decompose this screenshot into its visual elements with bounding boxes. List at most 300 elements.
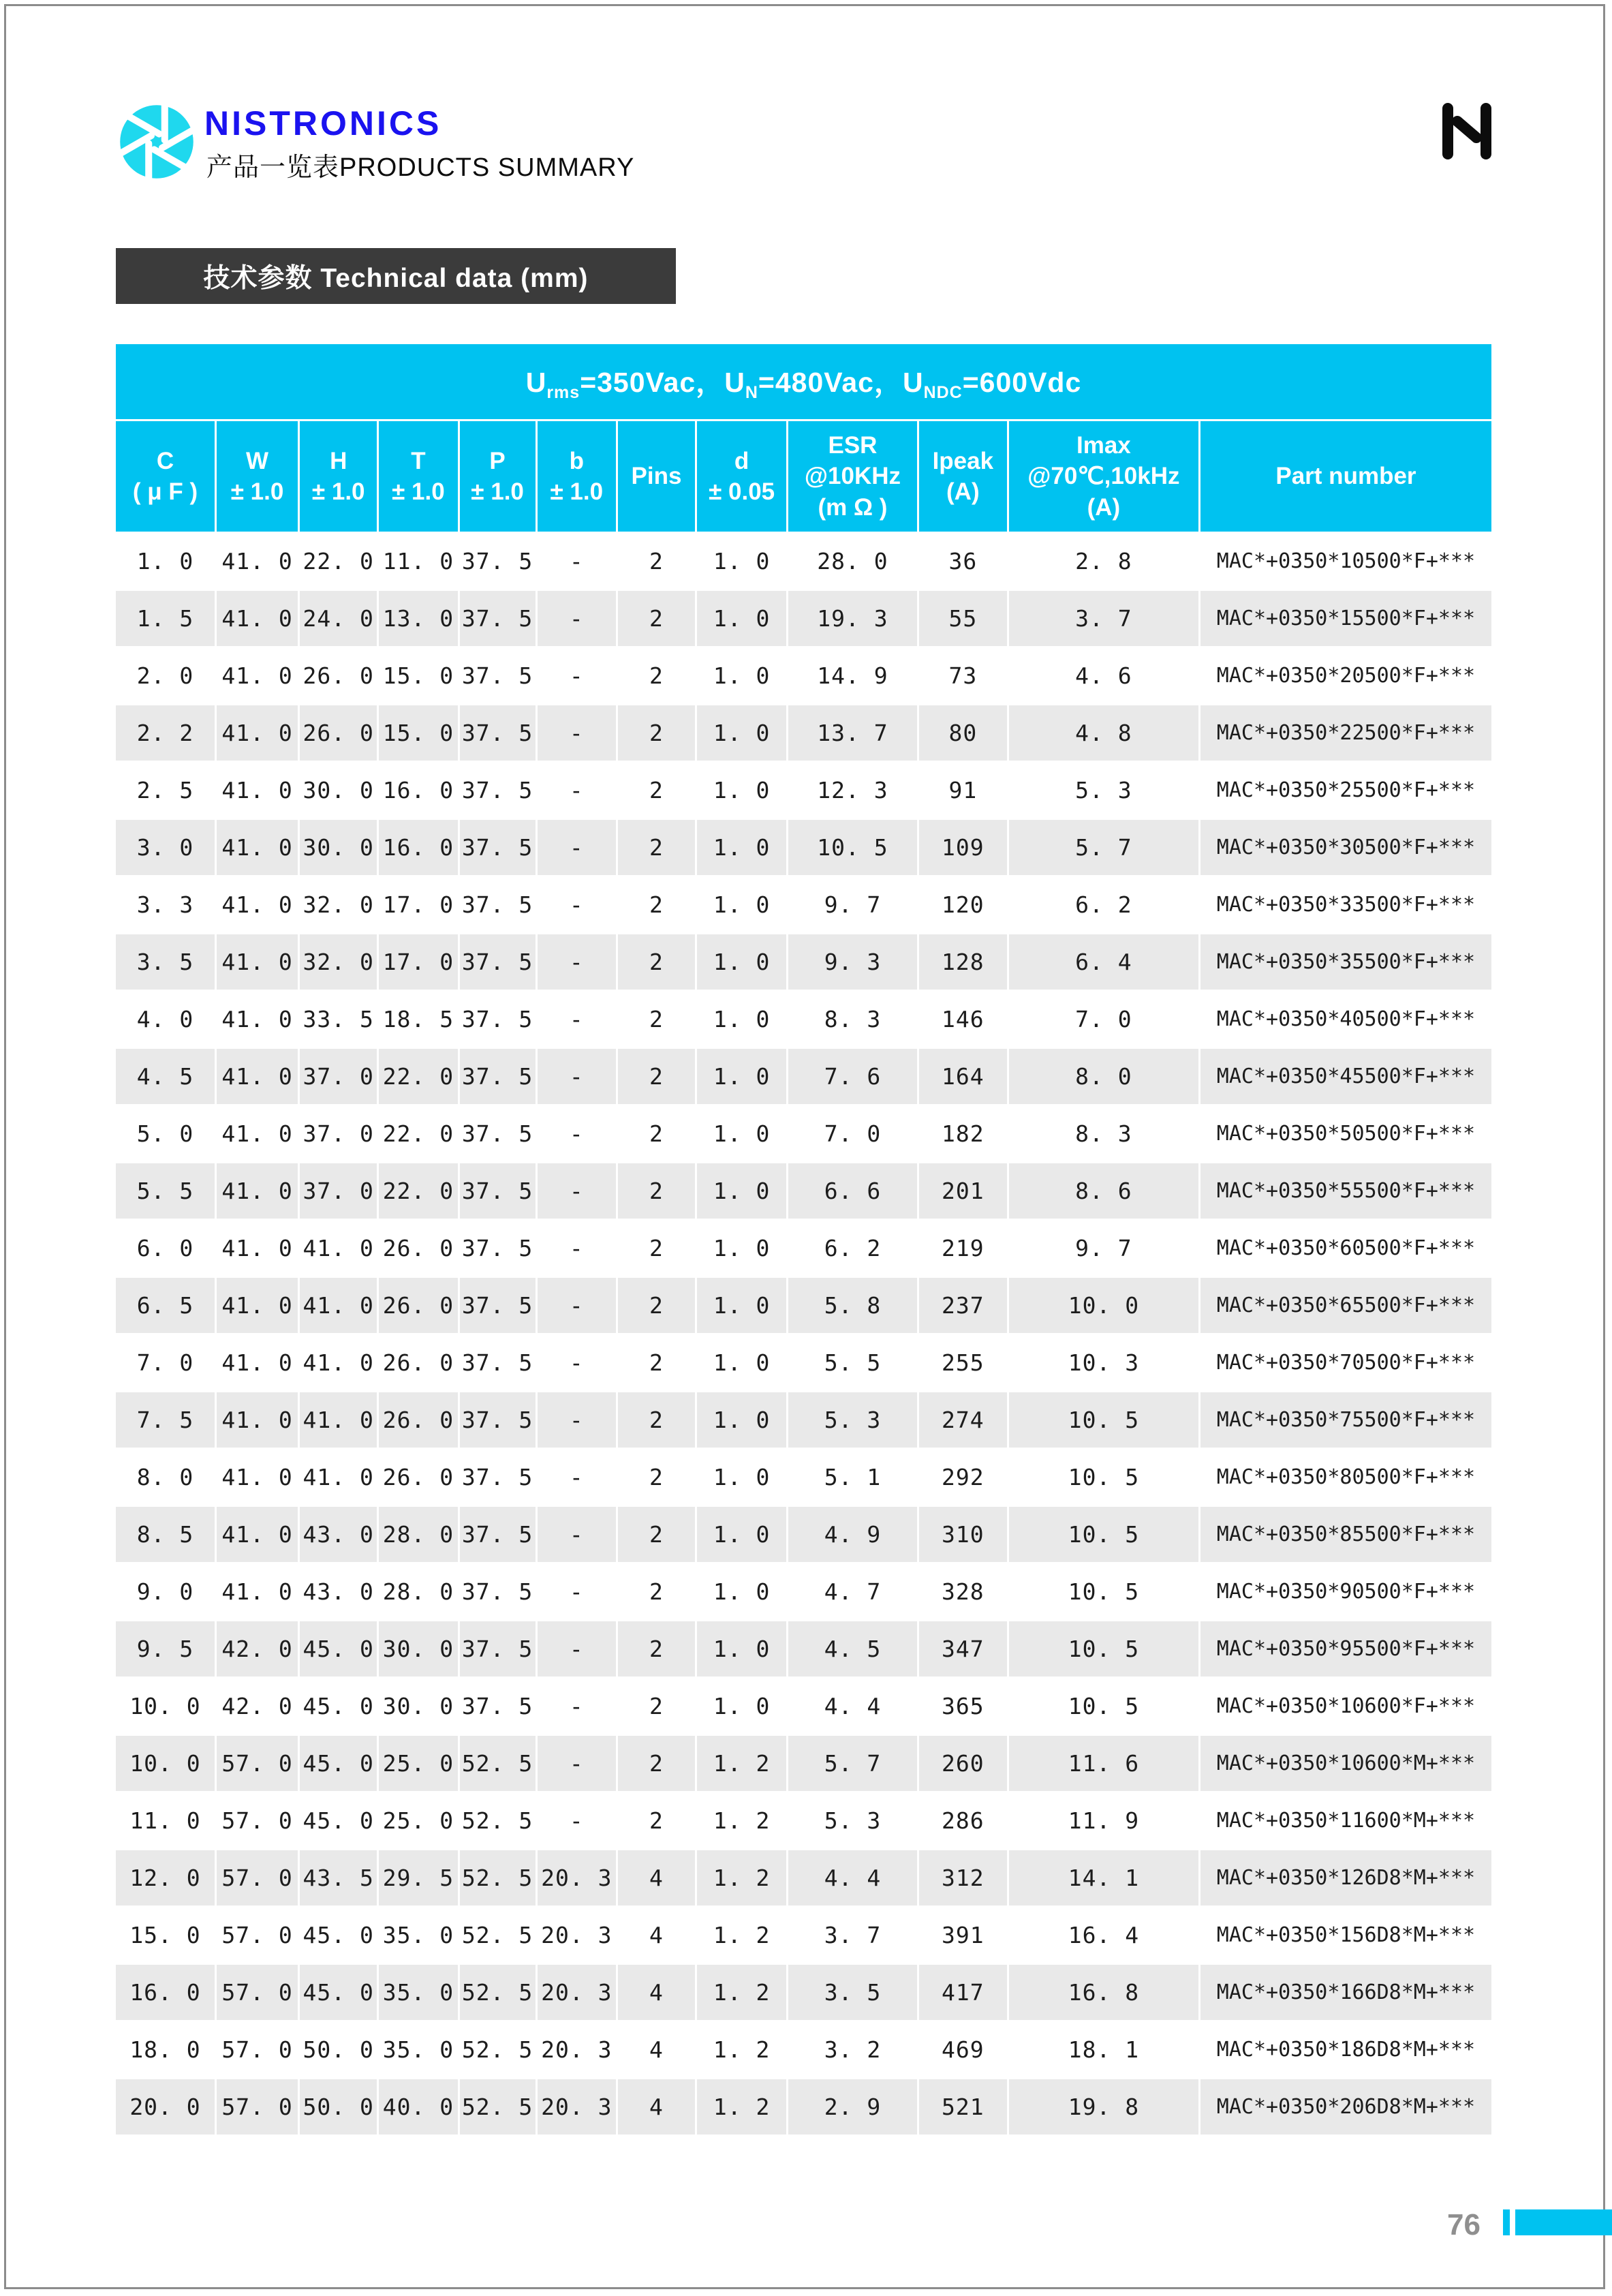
header-line: T (411, 447, 426, 474)
section-title-badge (116, 248, 676, 304)
cell-ipeak: 310 (919, 1507, 1007, 1562)
cell-h: 37. 0 (300, 1049, 377, 1104)
header-cell-d (697, 421, 786, 532)
cell-part: MAC*+0350*60500*F+*** (1200, 1221, 1491, 1276)
cell-imax: 10. 5 (1009, 1507, 1198, 1562)
cell-p: 37. 5 (460, 1049, 536, 1104)
cell-imax: 4. 8 (1009, 705, 1198, 761)
cell-c: 16. 0 (116, 1965, 215, 2020)
cell-w: 42. 0 (217, 1621, 298, 1677)
cell-d: 1. 2 (697, 1965, 786, 2020)
cell-part: MAC*+0350*40500*F+*** (1200, 992, 1491, 1047)
cell-b: - (538, 648, 616, 703)
cell-imax: 10. 5 (1009, 1450, 1198, 1505)
cell-b: - (538, 1163, 616, 1219)
cell-d: 1. 0 (697, 1392, 786, 1448)
cell-b: - (538, 1621, 616, 1677)
cell-pins: 2 (618, 534, 695, 589)
cell-c: 1. 0 (116, 534, 215, 589)
cell-c: 2. 2 (116, 705, 215, 761)
cell-part: MAC*+0350*11600*M+*** (1200, 1793, 1491, 1848)
table-row (116, 1965, 1491, 2020)
column-header-row (116, 421, 1491, 532)
cell-ipeak: 219 (919, 1221, 1007, 1276)
cell-p: 52. 5 (460, 1793, 536, 1848)
table-row (116, 648, 1491, 703)
cell-ipeak: 146 (919, 992, 1007, 1047)
cell-pins: 2 (618, 591, 695, 646)
table-row (116, 820, 1491, 875)
cell-d: 1. 0 (697, 1564, 786, 1619)
header-cell-esr (788, 421, 917, 532)
table-row (116, 1850, 1491, 1905)
cell-b: - (538, 763, 616, 818)
cell-d: 1. 0 (697, 1106, 786, 1161)
cell-w: 41. 0 (217, 877, 298, 932)
cell-d: 1. 0 (697, 1221, 786, 1276)
cell-h: 45. 0 (300, 1793, 377, 1848)
cell-c: 2. 0 (116, 648, 215, 703)
cell-w: 41. 0 (217, 1221, 298, 1276)
cell-esr: 10. 5 (788, 820, 917, 875)
cell-imax: 10. 5 (1009, 1392, 1198, 1448)
cell-imax: 3. 7 (1009, 591, 1198, 646)
cell-esr: 8. 3 (788, 992, 917, 1047)
cell-part: MAC*+0350*65500*F+*** (1200, 1278, 1491, 1333)
table-row (116, 705, 1491, 761)
cell-ipeak: 237 (919, 1278, 1007, 1333)
cell-ipeak: 164 (919, 1049, 1007, 1104)
cell-imax: 5. 3 (1009, 763, 1198, 818)
cell-b: - (538, 820, 616, 875)
cell-part: MAC*+0350*206D8*M+*** (1200, 2079, 1491, 2134)
cell-p: 37. 5 (460, 992, 536, 1047)
cell-p: 37. 5 (460, 934, 536, 990)
cell-c: 3. 0 (116, 820, 215, 875)
cell-part: MAC*+0350*25500*F+*** (1200, 763, 1491, 818)
cell-pins: 2 (618, 934, 695, 990)
cell-d: 1. 0 (697, 820, 786, 875)
header-line: ± 1.0 (311, 478, 365, 505)
cell-t: 25. 0 (379, 1793, 457, 1848)
cell-b: - (538, 1679, 616, 1734)
cell-t: 30. 0 (379, 1679, 457, 1734)
header-line: Ipeak (932, 447, 994, 474)
cell-c: 18. 0 (116, 2022, 215, 2077)
cell-c: 8. 5 (116, 1507, 215, 1562)
table-row (116, 1106, 1491, 1161)
header-line: Part number (1275, 463, 1416, 490)
cell-p: 52. 5 (460, 1908, 536, 1963)
cell-h: 30. 0 (300, 820, 377, 875)
table-row (116, 1278, 1491, 1333)
cell-d: 1. 0 (697, 591, 786, 646)
cell-ipeak: 120 (919, 877, 1007, 932)
cell-pins: 4 (618, 1908, 695, 1963)
cell-part: MAC*+0350*10600*M+*** (1200, 1736, 1491, 1791)
cell-w: 41. 0 (217, 1392, 298, 1448)
header-line: Pins (631, 463, 682, 490)
cell-h: 24. 0 (300, 591, 377, 646)
cell-pins: 2 (618, 1621, 695, 1677)
cell-w: 41. 0 (217, 1163, 298, 1219)
cell-p: 37. 5 (460, 877, 536, 932)
cell-p: 37. 5 (460, 1392, 536, 1448)
cell-part: MAC*+0350*95500*F+*** (1200, 1621, 1491, 1677)
cell-part: MAC*+0350*80500*F+*** (1200, 1450, 1491, 1505)
header-line: P (489, 447, 506, 474)
cell-c: 6. 0 (116, 1221, 215, 1276)
cell-d: 1. 2 (697, 2079, 786, 2134)
cell-c: 2. 5 (116, 763, 215, 818)
cell-t: 35. 0 (379, 2022, 457, 2077)
cell-w: 41. 0 (217, 820, 298, 875)
cell-ipeak: 312 (919, 1850, 1007, 1905)
cell-p: 37. 5 (460, 820, 536, 875)
cell-esr: 5. 3 (788, 1793, 917, 1848)
cell-b: 20. 3 (538, 2079, 616, 2134)
cell-p: 37. 5 (460, 1278, 536, 1333)
cell-w: 57. 0 (217, 1965, 298, 2020)
cell-t: 22. 0 (379, 1163, 457, 1219)
cell-pins: 2 (618, 992, 695, 1047)
cell-imax: 16. 8 (1009, 1965, 1198, 2020)
cell-d: 1. 0 (697, 1450, 786, 1505)
cell-ipeak: 469 (919, 2022, 1007, 2077)
cell-imax: 14. 1 (1009, 1850, 1198, 1905)
table-row (116, 934, 1491, 990)
table-row (116, 1450, 1491, 1505)
cell-ipeak: 109 (919, 820, 1007, 875)
brand-name: NISTRONICS (204, 104, 442, 142)
cell-b: - (538, 1049, 616, 1104)
cell-part: MAC*+0350*50500*F+*** (1200, 1106, 1491, 1161)
cell-esr: 2. 9 (788, 2079, 917, 2134)
cell-w: 41. 0 (217, 1564, 298, 1619)
table-row (116, 534, 1491, 589)
cell-c: 5. 5 (116, 1163, 215, 1219)
cell-imax: 10. 5 (1009, 1679, 1198, 1734)
header-cell-ipeak (919, 421, 1007, 532)
cell-imax: 10. 3 (1009, 1335, 1198, 1390)
cell-b: - (538, 1221, 616, 1276)
cell-part: MAC*+0350*126D8*M+*** (1200, 1850, 1491, 1905)
cell-ipeak: 73 (919, 648, 1007, 703)
table-row (116, 1507, 1491, 1562)
cell-c: 9. 0 (116, 1564, 215, 1619)
cell-part: MAC*+0350*90500*F+*** (1200, 1564, 1491, 1619)
voltage-text: U (724, 367, 745, 399)
cell-d: 1. 0 (697, 1163, 786, 1219)
cell-h: 26. 0 (300, 648, 377, 703)
cell-w: 41. 0 (217, 705, 298, 761)
cell-imax: 6. 2 (1009, 877, 1198, 932)
cell-c: 4. 0 (116, 992, 215, 1047)
cell-part: MAC*+0350*20500*F+*** (1200, 648, 1491, 703)
cell-esr: 7. 6 (788, 1049, 917, 1104)
cell-w: 42. 0 (217, 1679, 298, 1734)
cell-h: 45. 0 (300, 1621, 377, 1677)
cell-ipeak: 292 (919, 1450, 1007, 1505)
cell-pins: 2 (618, 1221, 695, 1276)
header-line: (A) (1087, 493, 1121, 521)
header-cell-w (217, 421, 298, 532)
table-row (116, 992, 1491, 1047)
cell-t: 17. 0 (379, 934, 457, 990)
cell-w: 41. 0 (217, 1049, 298, 1104)
cell-pins: 2 (618, 1163, 695, 1219)
cell-c: 1. 5 (116, 591, 215, 646)
cell-ipeak: 201 (919, 1163, 1007, 1219)
cell-d: 1. 0 (697, 763, 786, 818)
table-row (116, 1736, 1491, 1791)
cell-pins: 2 (618, 1278, 695, 1333)
cell-esr: 3. 7 (788, 1908, 917, 1963)
cell-esr: 5. 3 (788, 1392, 917, 1448)
cell-pins: 2 (618, 1793, 695, 1848)
cell-esr: 4. 7 (788, 1564, 917, 1619)
cell-ipeak: 365 (919, 1679, 1007, 1734)
cell-c: 20. 0 (116, 2079, 215, 2134)
cell-imax: 8. 0 (1009, 1049, 1198, 1104)
cell-imax: 8. 3 (1009, 1106, 1198, 1161)
cell-ipeak: 55 (919, 591, 1007, 646)
cell-t: 26. 0 (379, 1221, 457, 1276)
cell-pins: 4 (618, 1965, 695, 2020)
cell-pins: 2 (618, 763, 695, 818)
cell-p: 37. 5 (460, 1163, 536, 1219)
cell-esr: 5. 8 (788, 1278, 917, 1333)
cell-part: MAC*+0350*166D8*M+*** (1200, 1965, 1491, 2020)
cell-esr: 3. 5 (788, 1965, 917, 2020)
cell-w: 41. 0 (217, 1106, 298, 1161)
cell-p: 52. 5 (460, 1965, 536, 2020)
cell-w: 41. 0 (217, 648, 298, 703)
cell-t: 15. 0 (379, 705, 457, 761)
cell-t: 17. 0 (379, 877, 457, 932)
cell-esr: 7. 0 (788, 1106, 917, 1161)
cell-part: MAC*+0350*156D8*M+*** (1200, 1908, 1491, 1963)
voltage-subscript: rms (546, 383, 580, 403)
cell-b: - (538, 1450, 616, 1505)
cell-b: - (538, 1335, 616, 1390)
cell-pins: 2 (618, 1106, 695, 1161)
cell-t: 11. 0 (379, 534, 457, 589)
cell-part: MAC*+0350*186D8*M+*** (1200, 2022, 1491, 2077)
voltage-text: U (525, 367, 547, 399)
cell-h: 45. 0 (300, 1679, 377, 1734)
cell-h: 43. 0 (300, 1507, 377, 1562)
cell-h: 32. 0 (300, 934, 377, 990)
cell-h: 32. 0 (300, 877, 377, 932)
cell-t: 18. 5 (379, 992, 457, 1047)
voltage-subscript: NDC (923, 383, 963, 403)
header-cell-p (460, 421, 536, 532)
cell-w: 41. 0 (217, 591, 298, 646)
cell-t: 26. 0 (379, 1392, 457, 1448)
header-line: ± 1.0 (392, 478, 445, 505)
cell-ipeak: 260 (919, 1736, 1007, 1791)
cell-w: 41. 0 (217, 992, 298, 1047)
header-line: (A) (946, 478, 980, 505)
cell-t: 28. 0 (379, 1564, 457, 1619)
cell-h: 37. 0 (300, 1163, 377, 1219)
cell-h: 41. 0 (300, 1335, 377, 1390)
cell-t: 22. 0 (379, 1049, 457, 1104)
cell-b: - (538, 705, 616, 761)
cell-esr: 12. 3 (788, 763, 917, 818)
cell-pins: 2 (618, 1507, 695, 1562)
cell-w: 41. 0 (217, 1335, 298, 1390)
header-line: @10KHz (804, 463, 901, 490)
cell-pins: 2 (618, 705, 695, 761)
cell-esr: 5. 1 (788, 1450, 917, 1505)
cell-h: 45. 0 (300, 1908, 377, 1963)
cell-h: 41. 0 (300, 1278, 377, 1333)
cell-d: 1. 2 (697, 1793, 786, 1848)
cell-d: 1. 0 (697, 1507, 786, 1562)
header-cell-imax (1009, 421, 1198, 532)
cell-c: 10. 0 (116, 1679, 215, 1734)
footer-accent-bar-small (1503, 2209, 1510, 2235)
cell-d: 1. 2 (697, 2022, 786, 2077)
cell-imax: 19. 8 (1009, 2079, 1198, 2134)
cell-c: 11. 0 (116, 1793, 215, 1848)
cell-esr: 19. 3 (788, 591, 917, 646)
table-body (116, 534, 1491, 2134)
cell-imax: 10. 5 (1009, 1621, 1198, 1677)
cell-p: 52. 5 (460, 1736, 536, 1791)
cell-imax: 9. 7 (1009, 1221, 1198, 1276)
cell-esr: 4. 4 (788, 1850, 917, 1905)
cell-pins: 2 (618, 1736, 695, 1791)
cell-t: 26. 0 (379, 1278, 457, 1333)
cell-p: 37. 5 (460, 1221, 536, 1276)
cell-t: 13. 0 (379, 591, 457, 646)
table-row (116, 1679, 1491, 1734)
cell-h: 41. 0 (300, 1221, 377, 1276)
cell-b: 20. 3 (538, 1908, 616, 1963)
cell-c: 8. 0 (116, 1450, 215, 1505)
cell-ipeak: 36 (919, 534, 1007, 589)
cell-b: 20. 3 (538, 1850, 616, 1905)
cell-p: 37. 5 (460, 1679, 536, 1734)
cell-ipeak: 80 (919, 705, 1007, 761)
cell-ipeak: 328 (919, 1564, 1007, 1619)
cell-ipeak: 255 (919, 1335, 1007, 1390)
cell-ipeak: 521 (919, 2079, 1007, 2134)
cell-esr: 28. 0 (788, 534, 917, 589)
header-line: b (569, 447, 584, 474)
header-line: ( μ F ) (132, 478, 198, 505)
cell-c: 5. 0 (116, 1106, 215, 1161)
cell-c: 15. 0 (116, 1908, 215, 1963)
cell-esr: 4. 4 (788, 1679, 917, 1734)
cell-ipeak: 417 (919, 1965, 1007, 2020)
cell-c: 6. 5 (116, 1278, 215, 1333)
cell-w: 41. 0 (217, 934, 298, 990)
cell-b: - (538, 992, 616, 1047)
table-row (116, 1163, 1491, 1219)
cell-p: 37. 5 (460, 705, 536, 761)
cell-d: 1. 0 (697, 1621, 786, 1677)
voltage-text: =350Vac， (580, 367, 725, 399)
cell-p: 52. 5 (460, 2022, 536, 2077)
cell-p: 52. 5 (460, 2079, 536, 2134)
cell-imax: 11. 9 (1009, 1793, 1198, 1848)
cell-d: 1. 2 (697, 1908, 786, 1963)
header-cell-c (116, 421, 215, 532)
cell-w: 57. 0 (217, 2022, 298, 2077)
cell-part: MAC*+0350*55500*F+*** (1200, 1163, 1491, 1219)
cell-esr: 14. 9 (788, 648, 917, 703)
cell-part: MAC*+0350*45500*F+*** (1200, 1049, 1491, 1104)
cell-d: 1. 0 (697, 1679, 786, 1734)
cell-esr: 3. 2 (788, 2022, 917, 2077)
cell-h: 22. 0 (300, 534, 377, 589)
cell-pins: 2 (618, 1335, 695, 1390)
cell-w: 41. 0 (217, 1450, 298, 1505)
cell-b: - (538, 877, 616, 932)
cell-p: 37. 5 (460, 591, 536, 646)
header-cell-part (1200, 421, 1491, 532)
cell-p: 37. 5 (460, 1564, 536, 1619)
cell-b: - (538, 934, 616, 990)
cell-pins: 2 (618, 1392, 695, 1448)
cell-t: 35. 0 (379, 1965, 457, 2020)
cell-esr: 9. 7 (788, 877, 917, 932)
technical-data-table (114, 342, 1493, 2137)
header-line: @70℃,10kHz (1027, 463, 1180, 490)
cell-part: MAC*+0350*35500*F+*** (1200, 934, 1491, 990)
cell-imax: 11. 6 (1009, 1736, 1198, 1791)
cell-p: 37. 5 (460, 1450, 536, 1505)
cell-c: 7. 5 (116, 1392, 215, 1448)
cell-h: 45. 0 (300, 1965, 377, 2020)
cell-pins: 2 (618, 1564, 695, 1619)
cell-b: 20. 3 (538, 2022, 616, 2077)
cell-p: 37. 5 (460, 648, 536, 703)
cell-imax: 6. 4 (1009, 934, 1198, 990)
cell-pins: 2 (618, 1049, 695, 1104)
cell-b: - (538, 1106, 616, 1161)
brand-tagline: 产品一览表PRODUCTS SUMMARY (206, 153, 635, 182)
cell-ipeak: 128 (919, 934, 1007, 990)
cell-part: MAC*+0350*70500*F+*** (1200, 1335, 1491, 1390)
cell-h: 26. 0 (300, 705, 377, 761)
cell-h: 33. 5 (300, 992, 377, 1047)
cell-b: - (538, 1736, 616, 1791)
cell-t: 25. 0 (379, 1736, 457, 1791)
cell-p: 37. 5 (460, 1507, 536, 1562)
header-line: ± 1.0 (550, 478, 604, 505)
cell-imax: 10. 0 (1009, 1278, 1198, 1333)
cell-part: MAC*+0350*75500*F+*** (1200, 1392, 1491, 1448)
cell-ipeak: 286 (919, 1793, 1007, 1848)
cell-b: - (538, 534, 616, 589)
cell-part: MAC*+0350*10600*F+*** (1200, 1679, 1491, 1734)
table-row (116, 591, 1491, 646)
aperture-logo-icon (119, 104, 195, 180)
cell-ipeak: 91 (919, 763, 1007, 818)
cell-h: 37. 0 (300, 1106, 377, 1161)
header-cell-t (379, 421, 457, 532)
section-title-text: 技术参数 Technical data (mm) (203, 264, 589, 293)
table-row (116, 1793, 1491, 1848)
n-monogram-icon (1433, 100, 1496, 162)
cell-w: 41. 0 (217, 763, 298, 818)
cell-h: 41. 0 (300, 1392, 377, 1448)
